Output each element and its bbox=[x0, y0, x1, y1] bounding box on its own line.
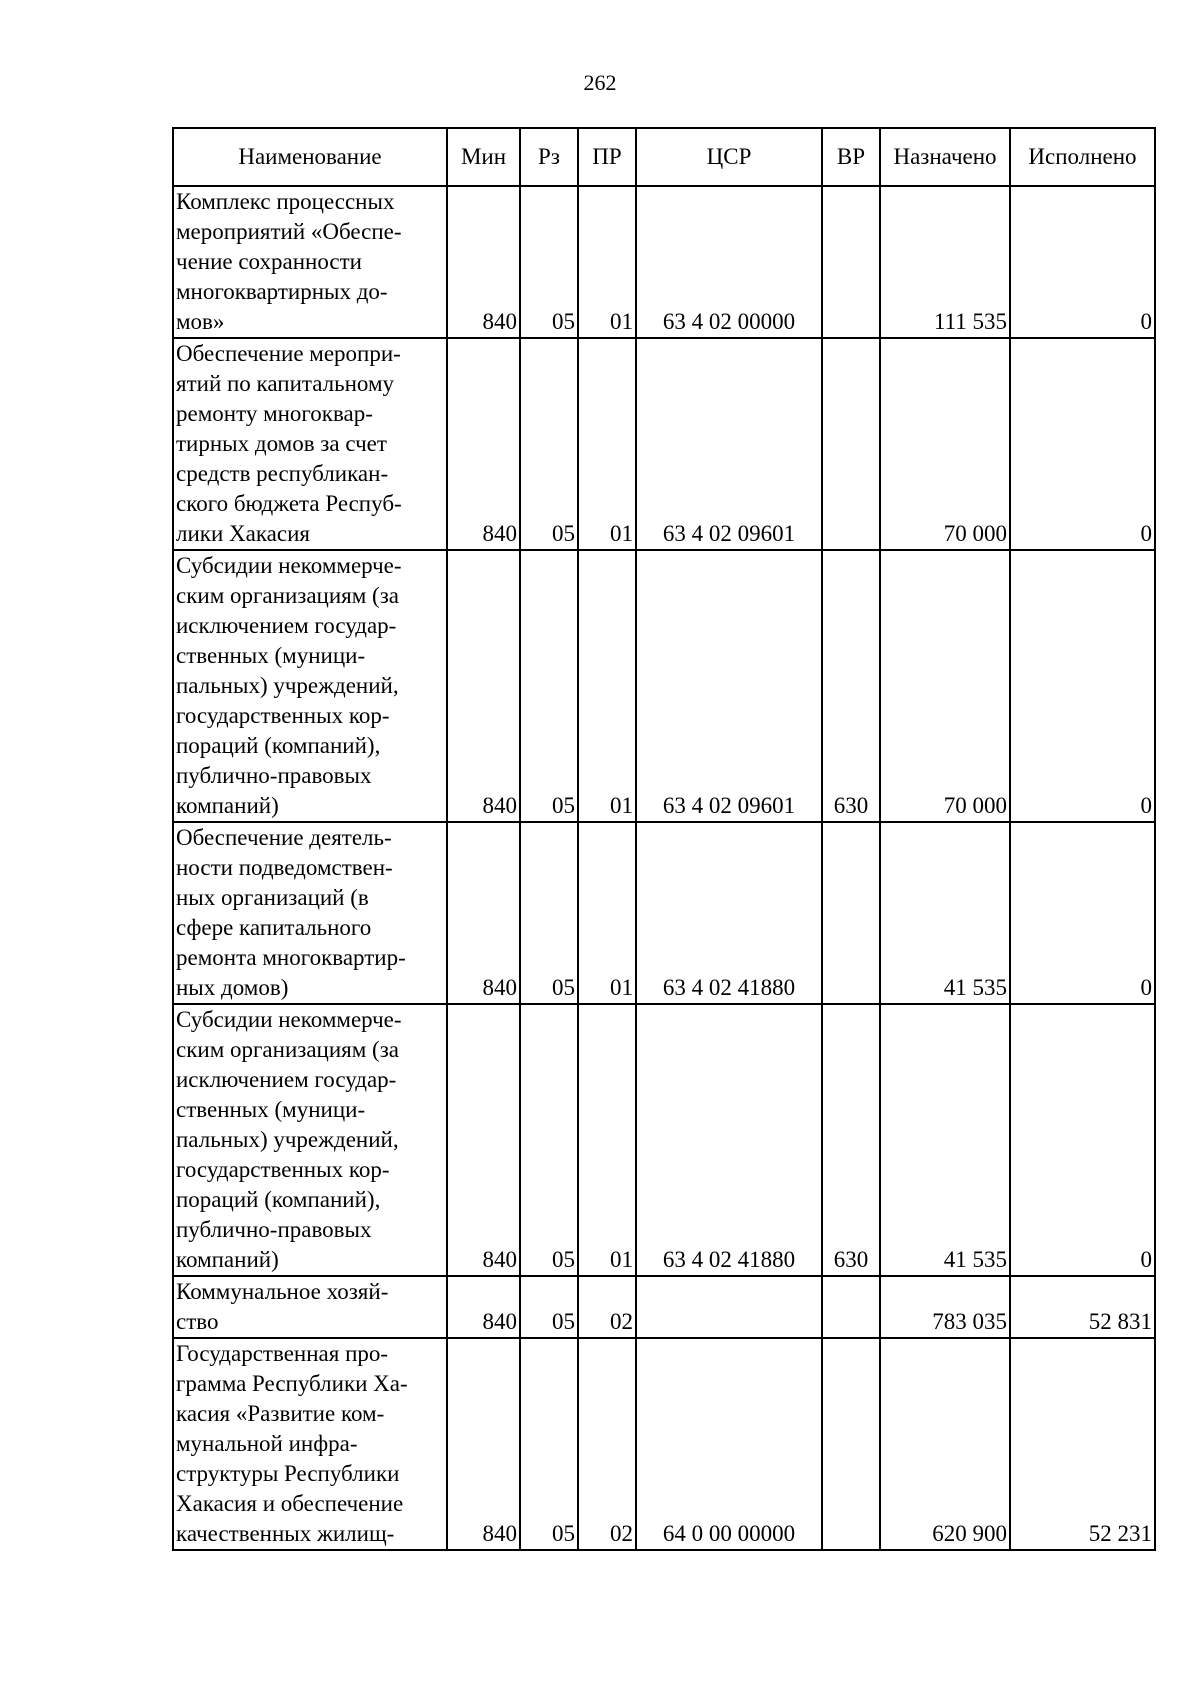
table-row bbox=[173, 1276, 1155, 1338]
name-line: государственных кор- bbox=[176, 703, 390, 728]
header-pr: ПР bbox=[578, 128, 636, 186]
cell-assigned: 70 000 bbox=[880, 338, 1010, 550]
name-line: ственных (муници- bbox=[176, 1097, 366, 1122]
cell-assigned: 41 535 bbox=[880, 1004, 1010, 1276]
name-line: исключением государ- bbox=[176, 1067, 397, 1092]
cell-csr: 63 4 02 41880 bbox=[636, 1004, 822, 1276]
name-line: мероприятий «Обеспе- bbox=[176, 219, 402, 244]
cell-vr bbox=[822, 1276, 880, 1338]
cell-pr: 01 bbox=[578, 186, 636, 338]
cell-pr: 01 bbox=[578, 822, 636, 1004]
cell-rz: 05 bbox=[520, 186, 578, 338]
cell-assigned: 41 535 bbox=[880, 822, 1010, 1004]
name-line: Обеспечение меропри- bbox=[176, 341, 401, 366]
name-line: качественных жилищ- bbox=[176, 1521, 395, 1546]
name-line: пораций (компаний), bbox=[176, 1187, 381, 1212]
name-line: пальных) учреждений, bbox=[176, 1127, 399, 1152]
cell-assigned: 111 535 bbox=[880, 186, 1010, 338]
name-line: ского бюджета Респуб- bbox=[176, 491, 402, 516]
cell-csr: 63 4 02 00000 bbox=[636, 186, 822, 338]
cell-min: 840 bbox=[447, 338, 520, 550]
cell-executed: 0 bbox=[1010, 822, 1155, 1004]
name-line: ским организациям (за bbox=[176, 1037, 400, 1062]
name-line: Хакасия и обеспечение bbox=[176, 1491, 404, 1516]
cell-vr: 630 bbox=[822, 550, 880, 822]
name-line: публично-правовых bbox=[176, 1217, 372, 1242]
table-row bbox=[173, 338, 1155, 550]
cell-vr bbox=[822, 338, 880, 550]
page-number: 262 bbox=[583, 70, 617, 95]
header-csr: ЦСР bbox=[636, 128, 822, 186]
budget-table bbox=[172, 127, 1156, 1551]
cell-executed: 0 bbox=[1010, 1004, 1155, 1276]
name-line: пальных) учреждений, bbox=[176, 673, 399, 698]
cell-pr: 02 bbox=[578, 1338, 636, 1550]
name-line: ных организаций (в bbox=[176, 885, 369, 910]
name-line: публично-правовых bbox=[176, 763, 372, 788]
name-line: ственных (муници- bbox=[176, 643, 366, 668]
table-row bbox=[173, 1338, 1155, 1550]
cell-csr: 63 4 02 41880 bbox=[636, 822, 822, 1004]
name-line: мов» bbox=[176, 309, 225, 334]
header-min: Мин bbox=[447, 128, 520, 186]
name-line: Субсидии некоммерче- bbox=[176, 553, 402, 578]
cell-name bbox=[173, 1338, 447, 1550]
name-line: мунальной инфра- bbox=[176, 1431, 358, 1456]
cell-min: 840 bbox=[447, 822, 520, 1004]
name-line: многоквартирных до- bbox=[176, 279, 388, 304]
table-body bbox=[173, 186, 1155, 1550]
header-rz: Рз bbox=[520, 128, 578, 186]
name-line: Субсидии некоммерче- bbox=[176, 1007, 402, 1032]
cell-csr: 64 0 00 00000 bbox=[636, 1338, 822, 1550]
table-header-row bbox=[173, 128, 1155, 186]
name-line: Комплекс процессных bbox=[176, 189, 395, 214]
cell-executed: 0 bbox=[1010, 338, 1155, 550]
table-row bbox=[173, 822, 1155, 1004]
header-assigned: Назначено bbox=[880, 128, 1010, 186]
header-name: Наименование bbox=[173, 128, 447, 186]
name-line: компаний) bbox=[176, 1247, 279, 1272]
cell-min: 840 bbox=[447, 1004, 520, 1276]
cell-rz: 05 bbox=[520, 822, 578, 1004]
header-executed: Исполнено bbox=[1010, 128, 1155, 186]
cell-min: 840 bbox=[447, 1276, 520, 1338]
cell-rz: 05 bbox=[520, 1004, 578, 1276]
cell-min: 840 bbox=[447, 186, 520, 338]
cell-executed: 52 831 bbox=[1010, 1276, 1155, 1338]
cell-rz: 05 bbox=[520, 550, 578, 822]
cell-assigned: 783 035 bbox=[880, 1276, 1010, 1338]
cell-name bbox=[173, 1276, 447, 1338]
name-line: ство bbox=[176, 1309, 219, 1334]
table-row bbox=[173, 1004, 1155, 1276]
cell-vr: 630 bbox=[822, 1004, 880, 1276]
name-line: ности подведомствен- bbox=[176, 855, 393, 880]
cell-min: 840 bbox=[447, 550, 520, 822]
name-line: пораций (компаний), bbox=[176, 733, 381, 758]
name-line: ятий по капитальному bbox=[176, 371, 395, 396]
cell-name bbox=[173, 822, 447, 1004]
name-line: тирных домов за счет bbox=[176, 431, 387, 456]
cell-vr bbox=[822, 1338, 880, 1550]
cell-executed: 52 231 bbox=[1010, 1338, 1155, 1550]
name-line: касия «Развитие ком- bbox=[176, 1401, 385, 1426]
name-line: лики Хакасия bbox=[176, 521, 310, 546]
name-line: компаний) bbox=[176, 793, 279, 818]
cell-csr: 63 4 02 09601 bbox=[636, 550, 822, 822]
name-line: чение сохранности bbox=[176, 249, 362, 274]
cell-pr: 01 bbox=[578, 1004, 636, 1276]
cell-vr bbox=[822, 186, 880, 338]
cell-name bbox=[173, 1004, 447, 1276]
cell-min: 840 bbox=[447, 1338, 520, 1550]
cell-rz: 05 bbox=[520, 1338, 578, 1550]
cell-name bbox=[173, 338, 447, 550]
cell-pr: 01 bbox=[578, 338, 636, 550]
cell-rz: 05 bbox=[520, 1276, 578, 1338]
cell-pr: 02 bbox=[578, 1276, 636, 1338]
cell-name bbox=[173, 550, 447, 822]
header-vr: ВР bbox=[822, 128, 880, 186]
table-row bbox=[173, 550, 1155, 822]
name-line: исключением государ- bbox=[176, 613, 397, 638]
cell-name bbox=[173, 186, 447, 338]
name-line: государственных кор- bbox=[176, 1157, 390, 1182]
name-line: ремонту многоквар- bbox=[176, 401, 373, 426]
cell-executed: 0 bbox=[1010, 550, 1155, 822]
name-line: структуры Республики bbox=[176, 1461, 400, 1486]
name-line: ским организациям (за bbox=[176, 583, 400, 608]
cell-csr: 63 4 02 09601 bbox=[636, 338, 822, 550]
cell-vr bbox=[822, 822, 880, 1004]
name-line: сфере капитального bbox=[176, 915, 372, 940]
name-line: ремонта многоквартир- bbox=[176, 945, 406, 970]
cell-executed: 0 bbox=[1010, 186, 1155, 338]
cell-csr bbox=[636, 1276, 822, 1338]
cell-pr: 01 bbox=[578, 550, 636, 822]
name-line: грамма Республики Ха- bbox=[176, 1371, 408, 1396]
name-line: Коммунальное хозяй- bbox=[176, 1279, 389, 1304]
table-row bbox=[173, 186, 1155, 338]
cell-assigned: 70 000 bbox=[880, 550, 1010, 822]
name-line: ных домов) bbox=[176, 975, 289, 1000]
name-line: Государственная про- bbox=[176, 1341, 389, 1366]
name-line: средств республикан- bbox=[176, 461, 389, 486]
name-line: Обеспечение деятель- bbox=[176, 825, 392, 850]
cell-rz: 05 bbox=[520, 338, 578, 550]
cell-assigned: 620 900 bbox=[880, 1338, 1010, 1550]
